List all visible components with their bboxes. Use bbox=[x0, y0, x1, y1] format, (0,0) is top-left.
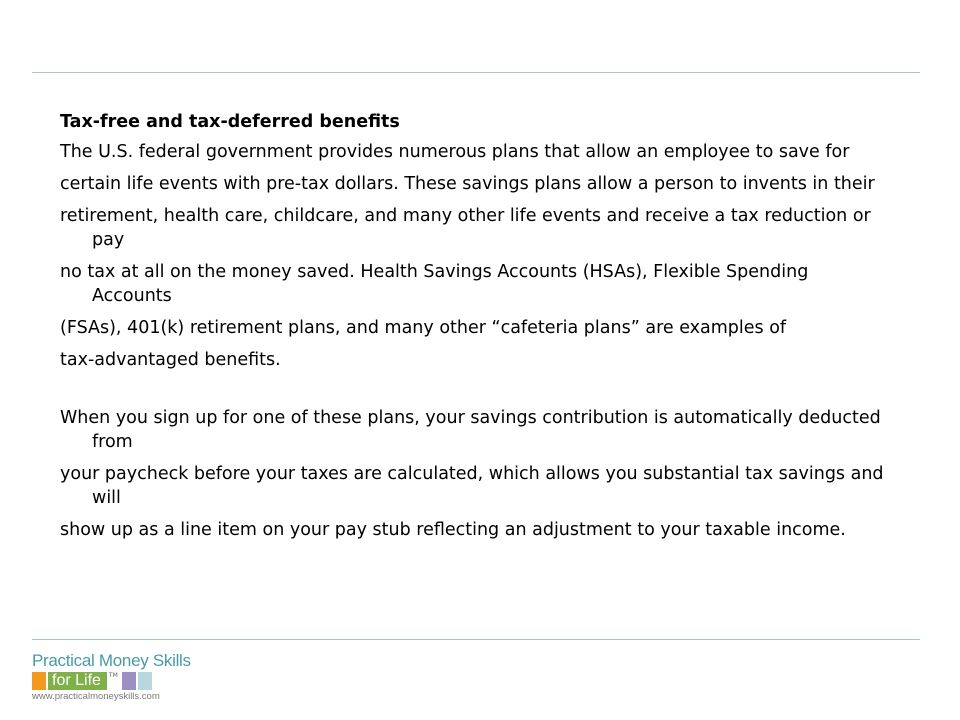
top-divider bbox=[32, 72, 920, 73]
text-line: certain life events with pre-tax dollars. These savings plans allow a person to invents in their bbox=[60, 174, 875, 194]
logo-orange-square bbox=[32, 672, 46, 690]
slide-body bbox=[60, 110, 890, 550]
text-line: (FSAs), 401(k) retirement plans, and many other “cafeteria plans” are examples of bbox=[60, 318, 787, 338]
text-line: show up as a line item on your pay stub reflecting an adjustment to your taxable income. bbox=[60, 520, 846, 540]
logo-purple-square bbox=[122, 672, 136, 690]
logo-trademark: TM bbox=[108, 672, 118, 679]
logo-tagline: for Life bbox=[48, 672, 107, 690]
slide-title: Tax-free and tax-deferred benefits bbox=[60, 112, 400, 132]
logo-color-bar bbox=[32, 672, 222, 690]
logo-name: Practical Money Skills bbox=[32, 651, 191, 670]
paragraph-spacer bbox=[60, 380, 890, 406]
text-line: tax-advantaged benefits. bbox=[60, 350, 281, 370]
text-line: When you sign up for one of these plans, your savings contribution is automatically deducted from bbox=[60, 408, 881, 452]
text-line: retirement, health care, childcare, and many other life events and receive a tax reduction or pay bbox=[60, 206, 871, 250]
practical-money-skills-logo bbox=[32, 651, 222, 703]
text-line: The U.S. federal government provides numerous plans that allow an employee to save for bbox=[60, 142, 850, 162]
paragraph-1 bbox=[60, 140, 890, 372]
paragraph-2 bbox=[60, 406, 890, 542]
text-line: no tax at all on the money saved. Health Savings Accounts (HSAs), Flexible Spending Accounts bbox=[60, 262, 809, 306]
text-line: your paycheck before your taxes are calculated, which allows you substantial tax savings and will bbox=[60, 464, 884, 508]
logo-teal-square bbox=[138, 672, 152, 690]
bottom-divider bbox=[32, 639, 920, 640]
logo-url: www.practicalmoneyskills.com bbox=[32, 691, 160, 702]
